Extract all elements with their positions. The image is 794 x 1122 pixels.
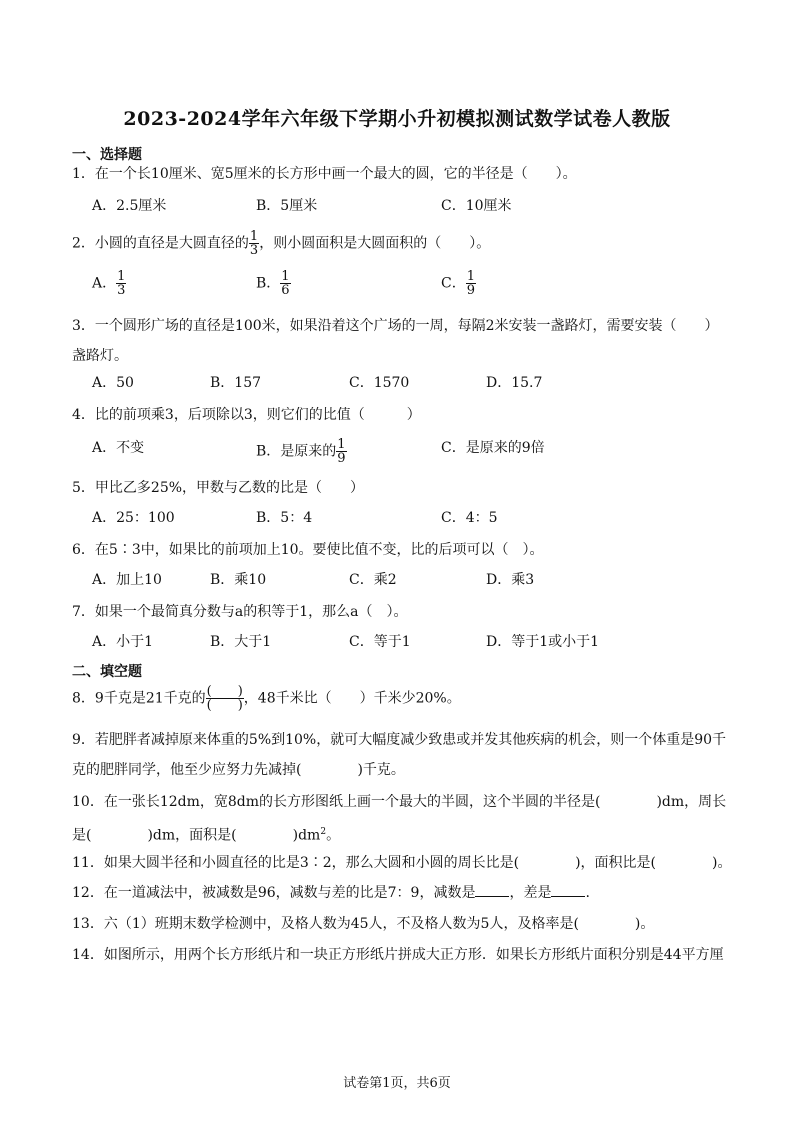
- section-heading-fill: 二、填空题: [72, 664, 142, 680]
- option-d: D．15.7: [486, 375, 543, 391]
- option-b: B． $\frac{1}{6}$: [256, 269, 290, 298]
- question-13: 13．六（1）班期末数学检测中，及格人数为45人，不及格人数为5人，及格率是( )。: [72, 916, 655, 932]
- section-heading-choice: 一、选择题: [72, 147, 142, 163]
- question-1: 1．在一个长10厘米、宽5厘米的长方形中画一个最大的圆，它的半径是（ ）。: [72, 166, 577, 182]
- option-d: D．乘3: [486, 572, 535, 588]
- page-footer: 试卷第1页，共6页: [343, 1076, 451, 1091]
- question-7: 7．如果一个最简真分数与a的积等于1，那么a（ ）。: [72, 604, 408, 620]
- option-a: A．50: [92, 375, 134, 391]
- option-a: A．25：100: [92, 510, 175, 526]
- question-10: 10．在一张长12dm，宽8dm的长方形图纸上画一个最大的半圆，这个半圆的半径是( )dm，周长是( )dm，面积是( )$dm^2$。: [72, 794, 727, 844]
- option-b: B．是原来的 $\frac{1}{9}$: [256, 437, 346, 466]
- option-c: C．等于1: [349, 634, 411, 650]
- option-a: A．2.5厘米: [92, 198, 167, 214]
- option-a: A． $\frac{1}{3}$: [92, 269, 126, 298]
- question-8: 8．9千克是21千克的 $\frac{( )}{( )}$ ，48千米比（ ）千米少20%。: [72, 684, 461, 713]
- option-c: C． $\frac{1}{9}$: [441, 269, 475, 298]
- option-c: C．4：5: [441, 510, 498, 526]
- option-c: C．10厘米: [441, 198, 512, 214]
- answer-blank: [551, 896, 585, 897]
- option-c: C．1570: [349, 375, 410, 391]
- option-b: B．157: [210, 375, 262, 391]
- fraction-blank: $\frac{( )}{( )}$: [206, 684, 243, 713]
- option-b: B．5：4: [256, 510, 313, 526]
- option-a: A．加上10: [92, 572, 162, 588]
- option-c: C．是原来的9倍: [441, 440, 545, 456]
- question-4: 4．比的前项乘3，后项除以3，则它们的比值（ ）: [72, 407, 421, 423]
- question-12: 12．在一道减法中，被减数是96，减数与差的比是7：9，减数是 ，差是 .: [72, 885, 590, 901]
- option-b: B．5厘米: [256, 198, 318, 214]
- question-14: 14．如图所示，用两个长方形纸片和一块正方形纸片拼成大正方形．如果长方形纸片面积分别是44平方厘: [72, 947, 724, 963]
- answer-blank: [475, 896, 509, 897]
- option-c: C．乘2: [349, 572, 397, 588]
- question-6: 6．在5∶3中，如果比的前项加上10。要使比值不变，比的后项可以（ ）。: [72, 542, 544, 558]
- page-title: 2023-2024学年六年级下学期小升初模拟测试数学试卷人教版: [123, 108, 671, 130]
- option-b: B．乘10: [210, 572, 267, 588]
- option-a: A．小于1: [92, 634, 154, 650]
- option-d: D．等于1或小于1: [486, 634, 600, 650]
- option-b: B．大于1: [210, 634, 272, 650]
- question-11: 11．如果大圆半径和小圆直径的比是3∶2，那么大圆和小圆的周长比是( )，面积比是( )。: [72, 855, 732, 871]
- option-a: A．不变: [92, 440, 145, 456]
- question-3: 3．一个圆形广场的直径是100米，如果沿着这个广场的一周，每隔2米安装一盏路灯，需要安装（ ）盏路灯。: [72, 318, 719, 364]
- question-9: 9．若肥胖者减掉原来体重的5%到10%，就可大幅度减少致患或并发其他疾病的机会，则一个体重是90千克的肥胖同学，他至少应努力先减掉( )千克。: [72, 732, 727, 778]
- fraction: $\frac{1}{3}$: [249, 229, 259, 258]
- question-2: 2．小圆的直径是大圆直径的 $\frac{1}{3}$ ，则小圆面积是大圆面积的（ ）。: [72, 229, 491, 258]
- question-5: 5．甲比乙多25%，甲数与乙数的比是（ ）: [72, 480, 365, 496]
